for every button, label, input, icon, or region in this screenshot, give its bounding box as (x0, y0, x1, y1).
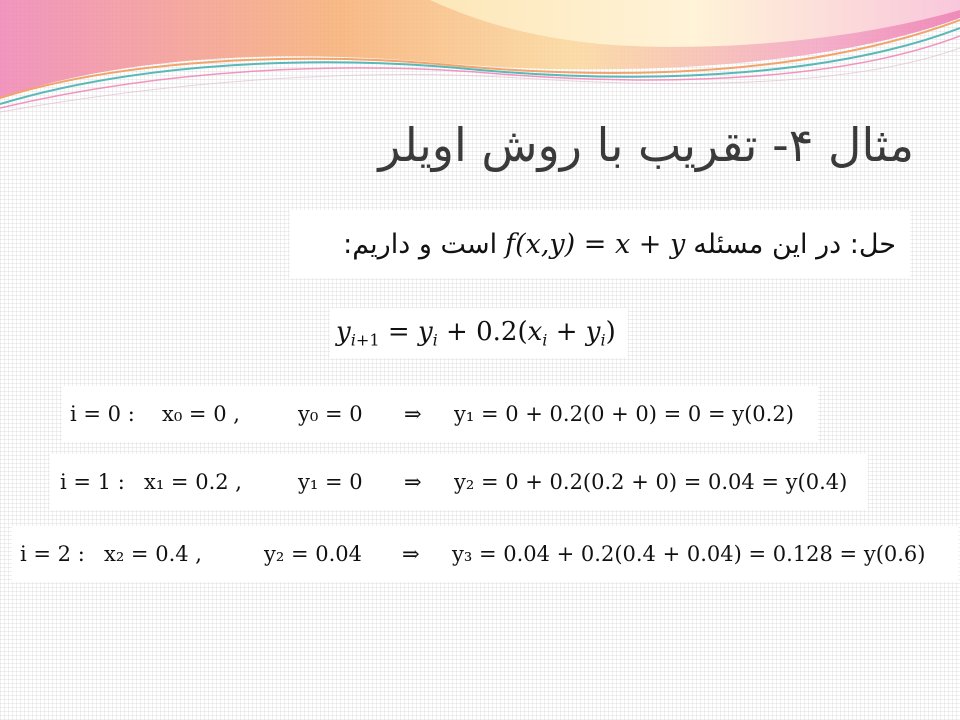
step-index: i = 1 : (60, 470, 125, 494)
step-arrow: ⇒ (404, 402, 422, 426)
solution-statement (290, 210, 910, 278)
euler-formula (330, 308, 628, 358)
step-y: y₂ = 0.04 (264, 542, 362, 566)
step-index: i = 2 : (20, 542, 85, 566)
step-index: i = 0 : (70, 402, 135, 426)
solution-suffix: است و داریم: (343, 228, 498, 260)
step-y: y₀ = 0 (298, 402, 363, 426)
step-row-1 (50, 454, 868, 510)
step-y: y₁ = 0 (298, 470, 363, 494)
step-result: y₂ = 0 + 0.2(0.2 + 0) = 0.04 = y(0.4) (454, 470, 848, 494)
step-row-2 (12, 526, 958, 582)
euler-formula-render: $y_{i+1} = y_i + 0.2(x_i + y_i)$ (336, 316, 616, 350)
slide-title: مثال ۴- تقریب با روش اویلر (378, 118, 914, 172)
step-result: y₃ = 0.04 + 0.2(0.4 + 0.04) = 0.128 = y(0.6) (452, 542, 926, 566)
step-x: x₁ = 0.2 , (144, 470, 242, 494)
decorative-banner (0, 0, 960, 120)
function-expression: f(x,y) = x + y (505, 228, 686, 260)
step-x: x₂ = 0.4 , (104, 542, 202, 566)
step-result: y₁ = 0 + 0.2(0 + 0) = 0 = y(0.2) (454, 402, 794, 426)
step-row-0 (62, 386, 818, 442)
step-x: x₀ = 0 , (162, 402, 240, 426)
step-arrow: ⇒ (402, 542, 420, 566)
step-arrow: ⇒ (404, 470, 422, 494)
solution-prefix: حل: در این مسئله (693, 228, 896, 260)
